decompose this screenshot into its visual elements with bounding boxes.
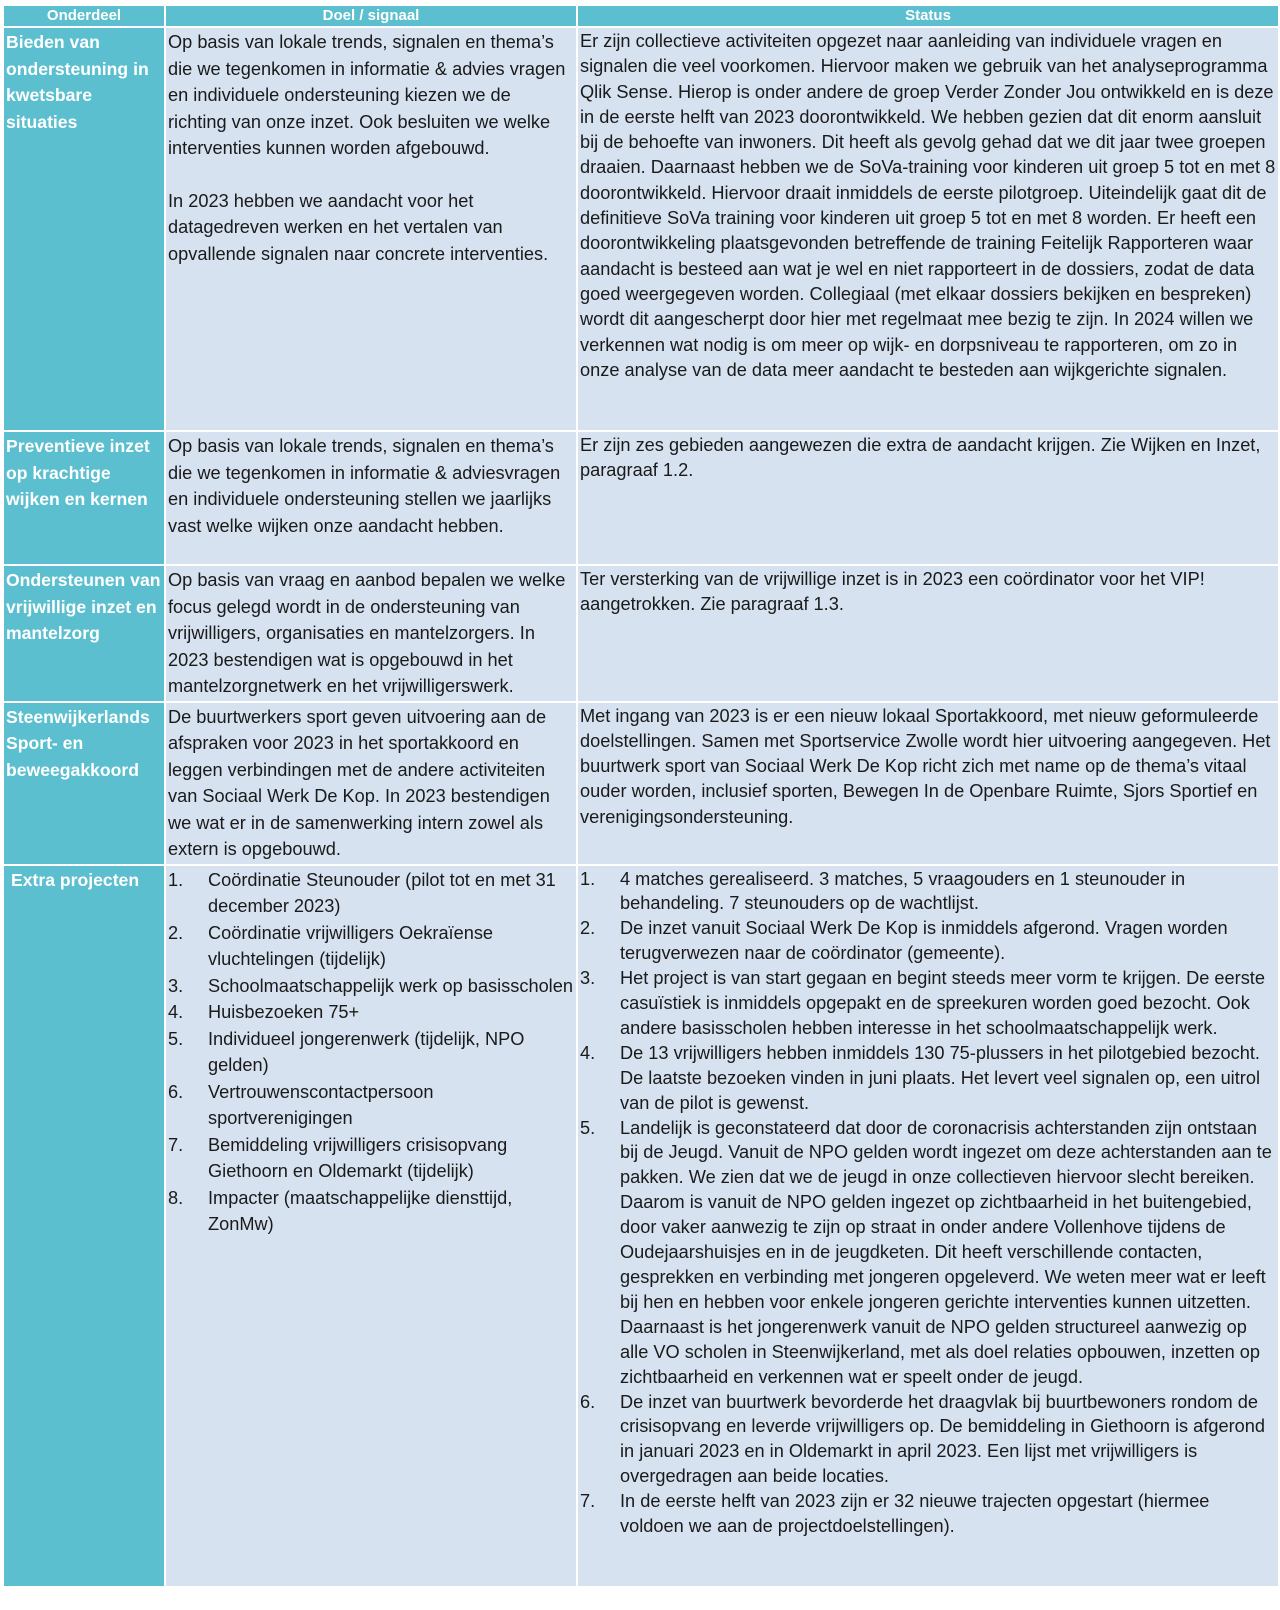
extra-status-list <box>580 867 1276 1539</box>
row-label: Bieden van ondersteuning in kwetsbare situaties <box>3 27 165 431</box>
list-item-text: Het project is van start gegaan en begint steeds meer vorm te krijgen. De eerste casuïstiek is inmiddels opgepakt en de spreekuren worden goed bezocht. Ook andere basisscholen hebben interesse in het schoolmaatschappelijk werk. <box>620 968 1265 1038</box>
table-row <box>3 431 1279 565</box>
list-item-text: In de eerste helft van 2023 zijn er 32 nieuwe trajecten opgestart (hiermee voldoen we aan de projectdoelstellingen). <box>620 1491 1210 1537</box>
header-status: Status <box>577 5 1279 27</box>
list-item <box>168 999 574 1026</box>
goal-paragraph: Op basis van vraag en aanbod bepalen we welke focus gelegd wordt in de ondersteuning van vrijwilligers, organisaties en mantelzorgers. In 2023 bestendigen wat is opgebouwd in het mantelzorgnetwerk en het vrijwilligerswerk. <box>168 570 566 696</box>
list-item-number: 2. <box>580 918 596 939</box>
list-item-number: 1. <box>168 869 184 890</box>
list-item-number: 6. <box>580 1391 596 1412</box>
list-item-text: 4 matches gerealiseerd. 3 matches, 5 vraagouders en 1 steunouder in behandeling. 7 steunouders op de wachtlijst. <box>620 868 1186 914</box>
list-item <box>168 920 574 973</box>
goal-paragraph: De buurtwerkers sport geven uitvoering aan de afspraken voor 2023 in het sportakkoord en leggen verbindingen met de andere activiteiten van Sociaal Werk De Kop. In 2023 bestendigen we wat er in de samenwerking intern zowel als extern is opgebouwd. <box>168 706 550 859</box>
list-item-number: 5. <box>580 1117 596 1138</box>
row-goal <box>165 431 577 565</box>
row-goal <box>165 27 577 431</box>
list-item <box>580 1116 1276 1390</box>
header-row <box>3 5 1279 27</box>
extra-goal-list <box>168 867 574 1238</box>
list-item-text: Landelijk is geconstateerd dat door de coronacrisis achterstanden zijn ontstaan bij de Jeugd. Vanuit de NPO gelden wordt ingezet om deze achterstanden aan te pakken. We zien dat we de jeugd in onze collectieven hiervoor slecht bereiken. Daarom is vanuit de NPO gelden ingezet op zichtbaarheid in het buitengebied, door vaker aanwezig te zijn op straat in onder andere Vollenhove tijdens de Oudejaarshuisjes en in de jeugdketen. Dit heeft verschillende contacten, gesprekken en verbinding met jongeren opgeleverd. We weten meer wat er leeft bij hen en hebben voor enkele jongeren gerichte interventies kunnen uitzetten. Daarnaast is het jongerenwerk vanuit de NPO gelden structureel aanwezig op alle VO scholen in Steenwijkerland, met als doel relaties opbouwen, inzetten op zichtbaarheid en verkennen wat er speelt onder de jeugd. <box>620 1117 1272 1387</box>
header-onderdeel: Onderdeel <box>3 5 165 27</box>
list-item <box>580 916 1276 966</box>
list-item-text: Individueel jongerenwerk (tijdelijk, NPO gelden) <box>208 1028 525 1075</box>
goal-paragraph: Op basis van lokale trends, signalen en thema’s die we tegenkomen in informatie & advies vragen en individuele ondersteuning kiezen we de richting van onze inzet. Ook besluiten we welke interventies kunnen worden afgebouwd. <box>168 32 566 158</box>
list-item <box>168 867 574 920</box>
list-item-number: 8. <box>168 1187 184 1208</box>
list-item-text: Bemiddeling vrijwilligers crisisopvang Giethoorn en Oldemarkt (tijdelijk) <box>208 1134 508 1181</box>
table-row <box>3 702 1279 865</box>
list-item <box>580 966 1276 1041</box>
row-status: Er zijn zes gebieden aangewezen die extra de aandacht krijgen. Zie Wijken en Inzet, paragraaf 1.2. <box>577 431 1279 565</box>
row-label: Ondersteunen van vrijwillige inzet en mantelzorg <box>3 565 165 702</box>
list-item-number: 7. <box>580 1491 596 1512</box>
list-item-text: De 13 vrijwilligers hebben inmiddels 130 75-plussers in het pilotgebied bezocht. De laatste bezoeken vinden in juni plaats. Het levert veel signalen op, een uitrol van de pilot is gewenst. <box>620 1042 1260 1113</box>
header-doel: Doel / signaal <box>165 5 577 27</box>
table-row <box>3 27 1279 431</box>
row-label: Extra projecten <box>3 865 165 1587</box>
list-item <box>168 1185 574 1238</box>
list-item-text: Impacter (maatschappelijke diensttijd, ZonMw) <box>208 1187 513 1234</box>
list-item <box>168 1132 574 1185</box>
list-item-number: 6. <box>168 1081 184 1102</box>
row-label: Preventieve inzet op krachtige wijken en kernen <box>3 431 165 565</box>
list-item-number: 1. <box>580 868 596 889</box>
row-goal <box>165 702 577 865</box>
goal-paragraph: Op basis van lokale trends, signalen en thema’s die we tegenkomen in informatie & adviesvragen en individuele ondersteuning stellen we jaarlijks vast welke wijken onze aandacht hebben. <box>168 436 561 536</box>
list-item <box>580 867 1276 917</box>
list-item-number: 7. <box>168 1134 184 1155</box>
extra-status-cell <box>577 865 1279 1587</box>
table-row-extra <box>3 865 1279 1587</box>
row-goal <box>165 565 577 702</box>
list-item-number: 4. <box>168 1002 184 1022</box>
list-item-number: 3. <box>580 968 596 989</box>
list-item-number: 2. <box>168 922 184 943</box>
row-status: Er zijn collectieve activiteiten opgezet naar aanleiding van individuele vragen en signalen die veel voorkomen. Hiervoor maken we gebruik van het analyseprogramma Qlik Sense. Hierop is onder andere de groep Verder Zonder Jou ontwikkeld en is deze in de eerste helft van 2023 doorontwikkeld. We hebben gezien dat dit enorm aansluit bij de behoefte van inwoners. Dit heeft als gevolg gehad dat we dit jaar twee groepen draaien. Daarnaast hebben we de SoVa-training voor kinderen uit groep 5 tot en met 8 doorontwikkeld. Hiervoor draait inmiddels de eerste pilotgroep. Uiteindelijk gaat dit de definitieve SoVa training voor kinderen uit groep 5 tot en met 8 worden. Er heeft een doorontwikkeling plaatsgevonden betreffende de training Feitelijk Rapporteren waar aandacht is besteed aan wat je wel en niet rapporteert in de dossiers, zodat de data goed weergegeven worden. Collegiaal (met elkaar dossiers bekijken en bespreken) wordt dit aangescherpt door hier met regelmaat mee bezig te zijn. In 2024 willen we verkennen wat nodig is om meer op wijk- en dorpsniveau te rapporteren, om zo in onze analyse van de data meer aandacht te besteden aan wijkgerichte signalen. <box>577 27 1279 431</box>
list-item <box>580 1489 1276 1539</box>
row-status: Met ingang van 2023 is er een nieuw lokaal Sportakkoord, met nieuw geformuleerde doelstellingen. Samen met Sportservice Zwolle wordt hier uitvoering aangegeven. Het buurtwerk sport van Sociaal Werk De Kop richt zich met name op de thema’s vitaal ouder worden, inclusief sporten, Bewegen In de Openbare Ruimte, Sjors Sportief en verenigingsondersteuning. <box>577 702 1279 865</box>
extra-goal-cell <box>165 865 577 1587</box>
list-item <box>168 973 574 1000</box>
list-item-number: 4. <box>580 1042 596 1063</box>
list-item-text: Vertrouwenscontactpersoon sportverenigingen <box>208 1081 434 1128</box>
list-item-number: 5. <box>168 1028 184 1049</box>
list-item <box>168 1026 574 1079</box>
list-item-text: Coördinatie vrijwilligers Oekraïense vluchtelingen (tijdelijk) <box>208 922 494 969</box>
status-table <box>2 4 1280 1588</box>
list-item-text: Coördinatie Steunouder (pilot tot en met 31 december 2023) <box>208 869 556 916</box>
table-row <box>3 565 1279 702</box>
list-item <box>168 1079 574 1132</box>
list-item-number: 3. <box>168 975 184 996</box>
row-label: Steenwijkerlands Sport- en beweegakkoord <box>3 702 165 865</box>
list-item-text: De inzet vanuit Sociaal Werk De Kop is inmiddels afgerond. Vragen worden terugverwezen naar de coördinator (gemeente). <box>620 918 1228 964</box>
list-item-text: De inzet van buurtwerk bevorderde het draagvlak bij buurtbewoners rondom de crisisopvang en leverde vrijwilligers op. De bemiddeling in Giethoorn is afgerond in januari 2023 en in Oldemarkt in april 2023. Een lijst met vrijwilligers is overgedragen aan beide locaties. <box>620 1391 1265 1487</box>
list-item <box>580 1390 1276 1490</box>
list-item <box>580 1041 1276 1116</box>
goal-paragraph: In 2023 hebben we aandacht voor het datagedreven werken en het vertalen van opvallende signalen naar concrete interventies. <box>168 190 549 264</box>
list-item-text: Schoolmaatschappelijk werk op basisscholen <box>208 975 573 996</box>
list-item-text: Huisbezoeken 75+ <box>208 1002 360 1022</box>
row-status: Ter versterking van de vrijwillige inzet is in 2023 een coördinator voor het VIP! aangetrokken. Zie paragraaf 1.3. <box>577 565 1279 702</box>
